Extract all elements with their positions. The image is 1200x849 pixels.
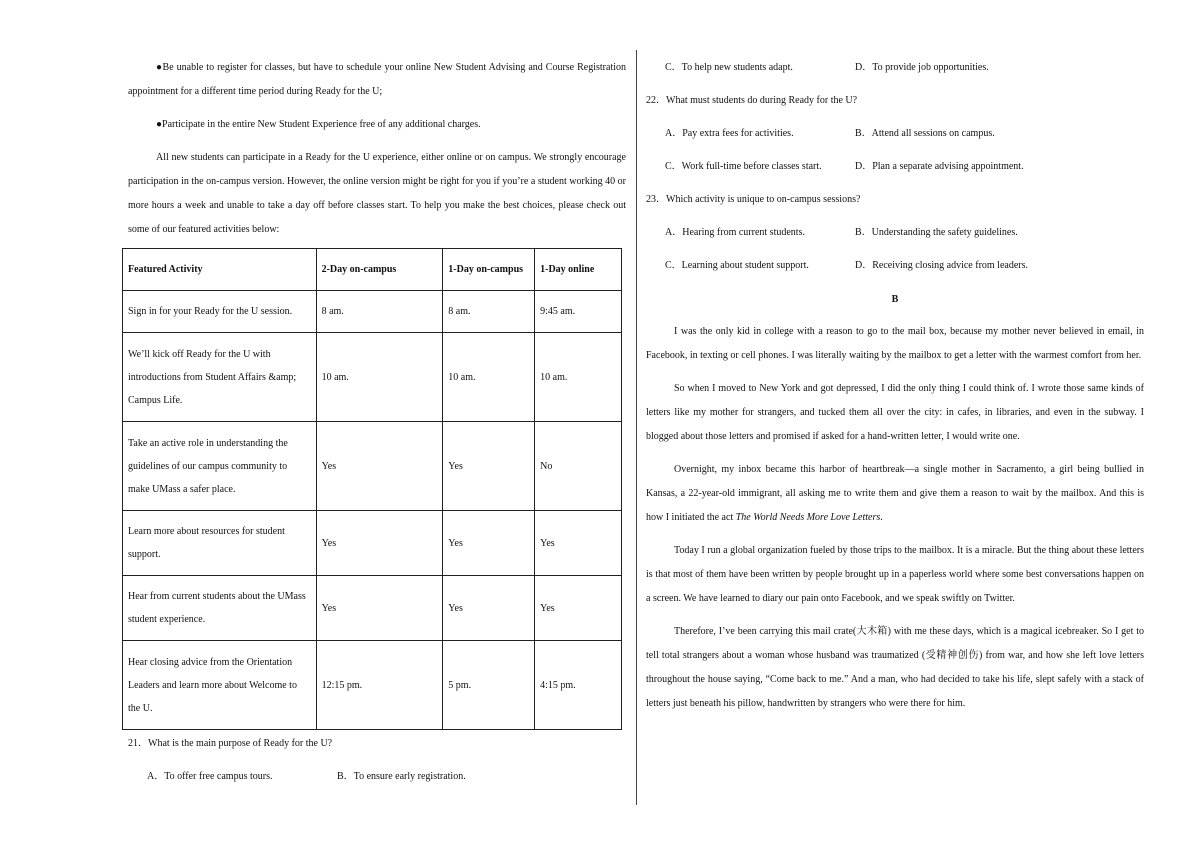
passage-paragraph-1: I was the only kid in college with a reason to go to the mail box, because my mother never believed in email, in Facebook, in texting or cell phones. I was literally waiting by the mailbox to get a letter with the warmest comfort from her. bbox=[646, 326, 1144, 361]
passage-paragraph-3-text: Overnight, my inbox became this harbor of heartbreak—a single mother in Sacramento, a girl being bullied in Kansas, a 22-year-old immigrant, all asking me to write them and give them a reason to wait by the mailbox. And this is how I initiated the act bbox=[646, 464, 1144, 523]
passage-paragraph-3-end: . bbox=[880, 512, 883, 523]
question-23-stem: 23．Which activity is unique to on-campus sessions? bbox=[646, 194, 861, 205]
passage-paragraph-4: Today I run a global organization fueled by those trips to the mailbox. It is a miracle. But the thing about these letters is that most of them have been written by people brought up in a paperless world where some best conversations happen on a screen. We have learned to diary our pain onto Facebook, and we speak swiftly on Twitter. bbox=[646, 545, 1144, 604]
option-a: A．Hearing from current students. bbox=[665, 227, 805, 238]
table-cell: 5 pm. bbox=[443, 641, 535, 730]
table-cell: Yes bbox=[316, 576, 443, 641]
table-header-cell: Featured Activity bbox=[123, 249, 317, 291]
question-22-options-ab bbox=[646, 122, 1144, 146]
option-b: B．Understanding the safety guidelines. bbox=[855, 227, 1018, 238]
question-21-options-ab bbox=[128, 765, 626, 789]
table-cell: No bbox=[535, 422, 622, 511]
table-cell: Learn more about resources for student support. bbox=[123, 511, 317, 576]
option-c: C．Work full-time before classes start. bbox=[665, 161, 822, 172]
table-cell: Take an active role in understanding the guidelines of our campus community to make UMass a safer place. bbox=[123, 422, 317, 511]
right-column bbox=[646, 56, 1144, 716]
question-23-options-cd bbox=[646, 254, 1144, 278]
table-cell: 8 am. bbox=[443, 291, 535, 333]
option-d: D．Plan a separate advising appointment. bbox=[855, 161, 1024, 172]
bullet-unable-to-register: ●Be unable to register for classes, but have to schedule your online New Student Advising and Course Registration appointment for a different time period during Ready for the U; bbox=[128, 62, 626, 97]
table-cell: Sign in for your Ready for the U session. bbox=[123, 291, 317, 333]
table-header-cell: 1-Day on-campus bbox=[443, 249, 535, 291]
table-cell: 4:15 pm. bbox=[535, 641, 622, 730]
table-cell: Yes bbox=[443, 511, 535, 576]
table-cell: 10 am. bbox=[316, 333, 443, 422]
campaign-title: The World Needs More Love Letters bbox=[735, 512, 881, 523]
table-row bbox=[123, 576, 622, 641]
option-b: B．Attend all sessions on campus. bbox=[855, 128, 995, 139]
passage-paragraph-2: So when I moved to New York and got depressed, I did the only thing I could think of. I wrote those same kinds of letters like my mother for strangers, and tucked them all over the city: in cafes, in libraries, and even in the subway. I blogged about those letters and promised if asked for a hand-written letter, I would write one. bbox=[646, 383, 1144, 442]
option-c: C．Learning about student support. bbox=[665, 260, 809, 271]
table-cell: 8 am. bbox=[316, 291, 443, 333]
option-d: D．To provide job opportunities. bbox=[855, 62, 989, 73]
table-cell: Yes bbox=[535, 576, 622, 641]
question-23-options-ab bbox=[646, 221, 1144, 245]
table-header-cell: 1-Day online bbox=[535, 249, 622, 291]
question-21-options-cd bbox=[646, 56, 1144, 80]
table-header-row bbox=[123, 249, 622, 291]
table-cell: Hear from current students about the UMass student experience. bbox=[123, 576, 317, 641]
table-cell: Yes bbox=[443, 422, 535, 511]
table-cell: 10 am. bbox=[443, 333, 535, 422]
passage-paragraph-3 bbox=[646, 458, 1144, 530]
intro-paragraph: All new students can participate in a Ready for the U experience, either online or on campus. We strongly encourage participation in the on-campus version. However, the online version might be right for you if you’re a student working 40 or more hours a week and unable to take a day off before classes start. To help you make the best choices, please check out some of our featured activities below: bbox=[128, 152, 626, 235]
left-column bbox=[128, 56, 626, 789]
featured-activities-table bbox=[122, 248, 622, 730]
table-cell: Yes bbox=[535, 511, 622, 576]
table-cell: Yes bbox=[316, 422, 443, 511]
table-cell: Yes bbox=[443, 576, 535, 641]
table-cell: 9:45 am. bbox=[535, 291, 622, 333]
table-row bbox=[123, 291, 622, 333]
option-c: C．To help new students adapt. bbox=[665, 62, 793, 73]
table-row bbox=[123, 333, 622, 422]
bullet-participate: ●Participate in the entire New Student Experience free of any additional charges. bbox=[156, 119, 481, 130]
table-row bbox=[123, 422, 622, 511]
table-cell: Hear closing advice from the Orientation Leaders and learn more about Welcome to the U. bbox=[123, 641, 317, 730]
section-label: B bbox=[891, 294, 899, 305]
table-cell: 10 am. bbox=[535, 333, 622, 422]
column-divider bbox=[636, 50, 637, 805]
option-d: D．Receiving closing advice from leaders. bbox=[855, 260, 1028, 271]
table-cell: 12:15 pm. bbox=[316, 641, 443, 730]
option-a: A．To offer free campus tours. bbox=[147, 771, 273, 782]
table-row bbox=[123, 641, 622, 730]
table-cell: We’ll kick off Ready for the U with introductions from Student Affairs &amp; Campus Life. bbox=[123, 333, 317, 422]
table-header-cell: 2-Day on-campus bbox=[316, 249, 443, 291]
table-cell: Yes bbox=[316, 511, 443, 576]
option-a: A．Pay extra fees for activities. bbox=[665, 128, 794, 139]
question-21-stem: 21．What is the main purpose of Ready for the U? bbox=[128, 738, 333, 749]
option-b: B．To ensure early registration. bbox=[337, 771, 466, 782]
passage-paragraph-5: Therefore, I’ve been carrying this mail crate(大木箱) with me these days, which is a magical icebreaker. So I get to tell total strangers about a woman whose husband was traumatized (受精神创伤) from war, and how she left love letters throughout the house saying, “Come back to me.” And a man, who had decided to take his life, slept safely with a stack of letters just beneath his pillow, handwritten by strangers who were there for him. bbox=[646, 626, 1144, 709]
table-row bbox=[123, 511, 622, 576]
question-22-stem: 22．What must students do during Ready for the U? bbox=[646, 95, 858, 106]
question-22-options-cd bbox=[646, 155, 1144, 179]
